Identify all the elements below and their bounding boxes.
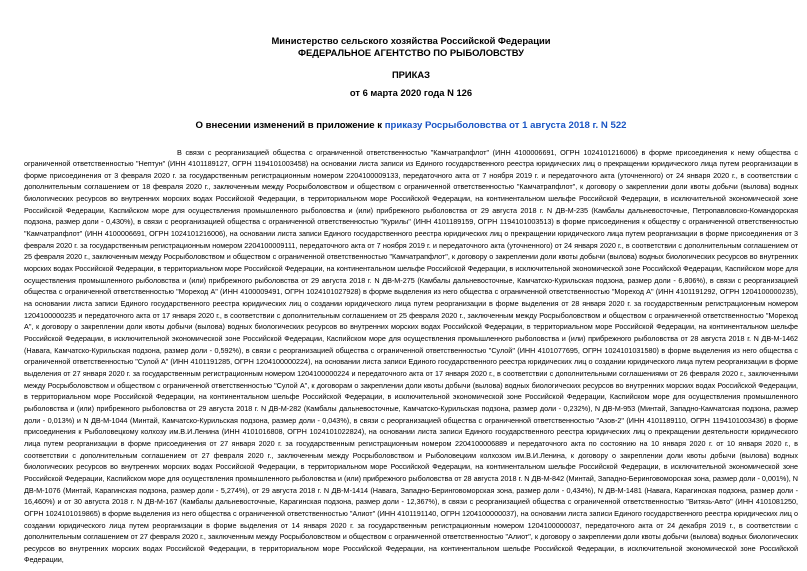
agency-name: ФЕДЕРАЛЬНОЕ АГЕНТСТВО ПО РЫБОЛОВСТВУ (298, 46, 524, 58)
order-reference-link[interactable]: приказу Росрыболовства от 1 августа 2018 г. N 522 (384, 120, 627, 131)
document-date-number: от 6 марта 2020 года N 126 (349, 86, 473, 98)
body-paragraph: В связи с реорганизацией общества с ограниченной ответственностью "Камчатрапфлот" (ИНН 4100006691, ОГРН 1024101216006) в форме присоединения к нему общества с ограниченной ответственностью "Нептун" (ИНН 4101189127, ОГРН 1194101003458) на основании листа записи из Единого государственного реестра юридических лиц о прекращении юридического лица путем реорганизации в форме присоединения от 3 февраля 2020 г. за государственным регистрационным номером 2204100009133, передаточного акта от 7 ноября 2019 г. и передаточного акта (уточненного) от 24 января 2020 г., в соответствии с дополнительным соглашением от 18 февраля 2020 г., заключенным между Росрыболовством и обществом с ограниченной ответственностью "Камчатрапфлот", к договору о закреплении доли квоты добычи (вылова) водных биологических ресурсов во внутренних морских водах Российской Федерации, в территориальном море Российской Федерации, на континентальном шельфе Российской Федерации, в исключительной экономической зоне Российской Федерации, Каспийском море для осуществления промышленного рыболовства и (или) прибрежного рыболовства от 29 августа 2018 г. N ДВ-М-235 (Камбалы дальневосточные, Петропавловско-Командорская подзона, размер доли - 0,430%), в связи с реорганизацией общества с ограниченной ответственностью "Курилы" (ИНН 4101189159, ОГРН 1194101003513) в форме присоединения к обществу с ограниченной ответственностью "Камчатрапфлот" (ИНН 4100006691, ОГРН 1024101216006), на основании листа записи Единого государственного реестра юридических лиц о прекращении юридического лица путем реорганизации в форме присоединения от 3 февраля 2020 г. за государственным регистрационным номером 2204100009111, передаточного акта от 7 ноября 2019 г. и передаточного акта (уточненного) от 24 января 2020 г., в соответствии с дополнительным соглашением от 25 февраля 2020 г., заключенным между Росрыболовством и обществом с ограниченной ответственностью "Камчатрапфлот", к договору о закреплении доли квоты добычи (вылова) водных биологических ресурсов во внутренних морских водах Российской Федерации, в территориальном море Российской Федерации, на континентальном шельфе Российской Федерации, в исключительной экономической зоне Российской Федерации, Каспийском море для осуществления промышленного рыболовства и (или) прибрежного рыболовства от 29 августа 2018 г. N ДВ-М-275 (Камбалы дальневосточные, Камчатско-Курильская подзона, размер доли - 6,806%), в связи с реорганизацией общества с ограниченной ответственностью "Мореход А" (ИНН 4100009491, ОГРН 1024101027928) в форме выделения из него общества с ограниченной ответственностью "Мореход А" (ИНН 4101191292, ОГРН 1204100000235), на основании листа записи Единого государственного реестра юридических лиц о создании юридического лица путем реорганизации в форме выделения от 28 января 2020 г. за государственным регистрационным номером 1204100000235 и передаточного акта от 17 января 2020 г., в соответствии с дополнительным соглашением от 25 февраля 2020 г., заключенным между Росрыболовством и обществом с ограниченной ответственностью "Мореход А", к договору о закреплении доли квоты добычи (вылова) водных биологических ресурсов во внутренних морских водах Российской Федерации, в территориальном море Российской Федерации, на континентальном шельфе Российской Федерации, в исключительной экономической зоне Российской Федерации, Каспийском море для осуществления промышленного рыболовства и (или) прибрежного рыболовства от 28 августа 2018 г. N ДВ-М-1462 (Навага, Камчатско-Курильская подзона, размер доли - 0,592%), в связи с реорганизацией общества с ограниченной ответственностью "Сулой" (ИНН 4101077695, ОГРН 1024101031580) в форме выделения из него общества с ограниченной ответственностью "Сулой А" (ИНН 4101191285, ОГРН 1204100000224), на основании листа записи Единого государственного реестра юридических лиц о создании юридического лица путем реорганизации в форме выделения от 27 января 2020 г. за государственным регистрационным номером 1204100000224 и передаточного акта от 17 января 2020 г., в соответствии с дополнительными соглашениями от 26 февраля 2020 г., заключенными между Росрыболовством и обществом с ограниченной ответственностью "Сулой А", к договорам о закреплении доли квоты добычи (вылова) водных биологических ресурсов во внутренних морских водах Российской Федерации, в территориальном море Российской Федерации, на континентальном шельфе Российской Федерации, в исключительной экономической зоне Российской Федерации, Каспийском море для осуществления промышленного рыболовства и (или) прибрежного рыболовства от 29 августа 2018 г. N ДВ-М-282 (Камбалы дальневосточные, Камчатско-Курильская подзона, размер доли - 0,232%), N ДВ-М-953 (Минтай, Западно-Камчатская подзона, размер доли - 0,013%) и N ДВ-М-1044 (Минтай, Камчатско-Курильская подзона, размер доли - 0,043%), в связи с реорганизацией общества с ограниченной ответственностью "Азов-2" (ИНН 4101189110, ОГРН 1194101003436) в форме присоединения к Рыболовецкому колхозу им.В.И.Ленина (ИНН 4101016808, ОГРН 1024101022824), на основании листа записи Единого государственного реестра юридических лиц о прекращении деятельности юридического лица путем реорганизации в форме присоединения от 27 января 2020 г. за государственным регистрационным номером 2204100006889 и передаточного акта по состоянию на 10 января 2020 г. от 10 января 2020 г., в соответствии с дополнительным соглашением от 27 февраля 2020 г., заключенным между Росрыболовством и Рыболовецким колхозом им.В.И.Ленина, к договору о закреплении доли квоты добычи (вылова) водных биологических ресурсов во внутренних морских водах Российской Федерации, в территориальном море Российской Федерации, на континентальном шельфе Российской Федерации, в исключительной экономической зоне Российской Федерации, Каспийском море для осуществления промышленного рыболовства и (или) прибрежного рыболовства от 28 августа 2018 г. N ДВ-М-842 (Минтай, Западно-Беринговоморская зона, размер доли - 0,001%), N ДВ-М-1076 (Минтай, Карагинская подзона, размер доли - 5,274%), от 29 августа 2018 г. N ДВ-М-1414 (Навага, Западно-Беринговоморская зона, размер доли - 0,434%), N ДВ-М-1481 (Навага, Карагинская подзона, размер доли - 16,460%) и от 30 августа 2018 г. N ДВ-М-167 (Камбалы дальневосточные, Карагинская подзона, размер доли - 12,367%), в связи с реорганизацией общества с ограниченной ответственностью "Витязь-Авто" (ИНН 4101081250, ОГРН 1024101019865) в форме выделения из него общества с ограниченной ответственностью "Алиот" (ИНН 4101191140, ОГРН 1204100000037), на основании листа записи Единого государственного реестра юридических лиц о создании юридического лица путем реорганизации в форме выделения от 14 января 2020 г. за государственным регистрационным номером 1204100000037, передаточного акта от 24 декабря 2019 г., в соответствии с дополнительным соглашением от 27 февраля 2020 г., заключенным между Росрыболовством и обществом с ограниченной ответственностью "Алиот", к договору о закреплении доли квоты добычи (вылова) водных биологических ресурсов во внутренних морских водах Российской Федерации, в территориальном море Российской Федерации, на континентальном шельфе Российской Федерации, в исключительной экономической зоне Российской Федерации, (24, 147, 798, 565)
document-type: ПРИКАЗ (391, 69, 431, 80)
title-prefix: О внесении изменений в приложение к (195, 120, 385, 131)
ministry-name: Министерство сельского хозяйства Российской Федерации (271, 35, 551, 46)
document-title (24, 120, 798, 132)
